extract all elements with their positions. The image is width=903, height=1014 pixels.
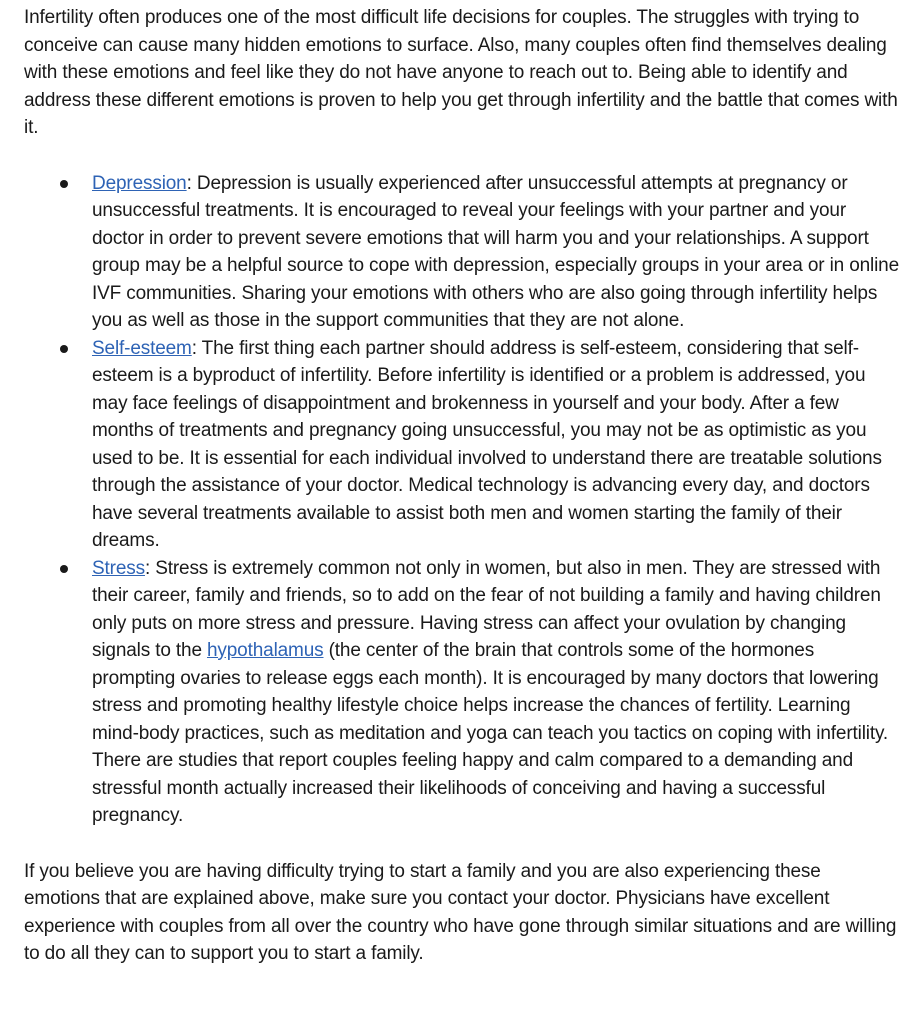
bullet-dot-icon [60,565,68,573]
list-item-self-esteem [24,335,900,555]
stress-text-after-link: (the center of the brain that controls some of the hormones prompting ovaries to release eggs each month). It is encouraged by many doctors that lowering stress and promoting healthy lifestyle choice helps increase the chances of fertility. Learning mind-body practices, such as meditation and yoga can teach you tactics on coping with infertility. There are studies that report couples feeling happy and calm compared to a demanding and stressful month actually increased their likelihoods of conceiving and having a successful pregnancy. [92,640,889,826]
self-esteem-text: : The first thing each partner should address is self-esteem, considering that self-esteem is a byproduct of infertility. Before infertility is identified or a problem is addressed, you may face feelings of disappointment and brokenness in yourself and your body. After a few months of treatments and pregnancy going unsuccessful, you may not be as optimistic as you used to be. It is essential for each individual involved to understand there are treatable solutions through the assistance of your doctor. Medical technology is advancing every day, and doctors have several treatments available to assist both men and women starting the family of their dreams. [92,337,882,551]
self-esteem-link[interactable]: Self-esteem [92,337,192,359]
intro-paragraph: Infertility often produces one of the most difficult life decisions for couples. The struggles with trying to conceive can cause many hidden emotions to surface. Also, many couples often find themselves dealing with these emotions and feel like they do not have anyone to reach out to. Being able to identify and address these different emotions is proven to help you get through infertility and the battle that comes with it. [24,7,898,138]
closing-paragraph: If you believe you are having difficulty trying to start a family and you are also experiencing these emotions that are explained above, make sure you contact your doctor. Physicians have excellent experience with couples from all over the country who have gone through similar situations and are willing to do all they can to support you to start a family. [24,860,897,964]
list-item-depression [24,170,900,335]
list-item-stress [24,555,900,830]
stress-link[interactable]: Stress [92,557,145,579]
stress-text-before-link: : Stress is extremely common not only in women, but also in men. They are stressed with their career, family and friends, so to add on the fear of not building a family and having children only puts on more stress and pressure. Having stress can affect your ovulation by changing signals to the [92,557,881,661]
bullet-dot-icon [60,345,68,353]
depression-text: : Depression is usually experienced after unsuccessful attempts at pregnancy or unsuccessful treatments. It is encouraged to reveal your feelings with your partner and your doctor in order to prevent severe emotions that will harm you and your relationships. A support group may be a helpful source to cope with depression, especially groups in your area or in online IVF communities. Sharing your emotions with others who are also going through infertility helps you as well as those in the support communities that they are not alone. [92,172,900,331]
hypothalamus-link[interactable]: hypothalamus [207,640,324,661]
emotions-list [24,170,900,830]
document-page [24,4,900,968]
bullet-dot-icon [60,180,68,188]
depression-link[interactable]: Depression [92,172,187,194]
